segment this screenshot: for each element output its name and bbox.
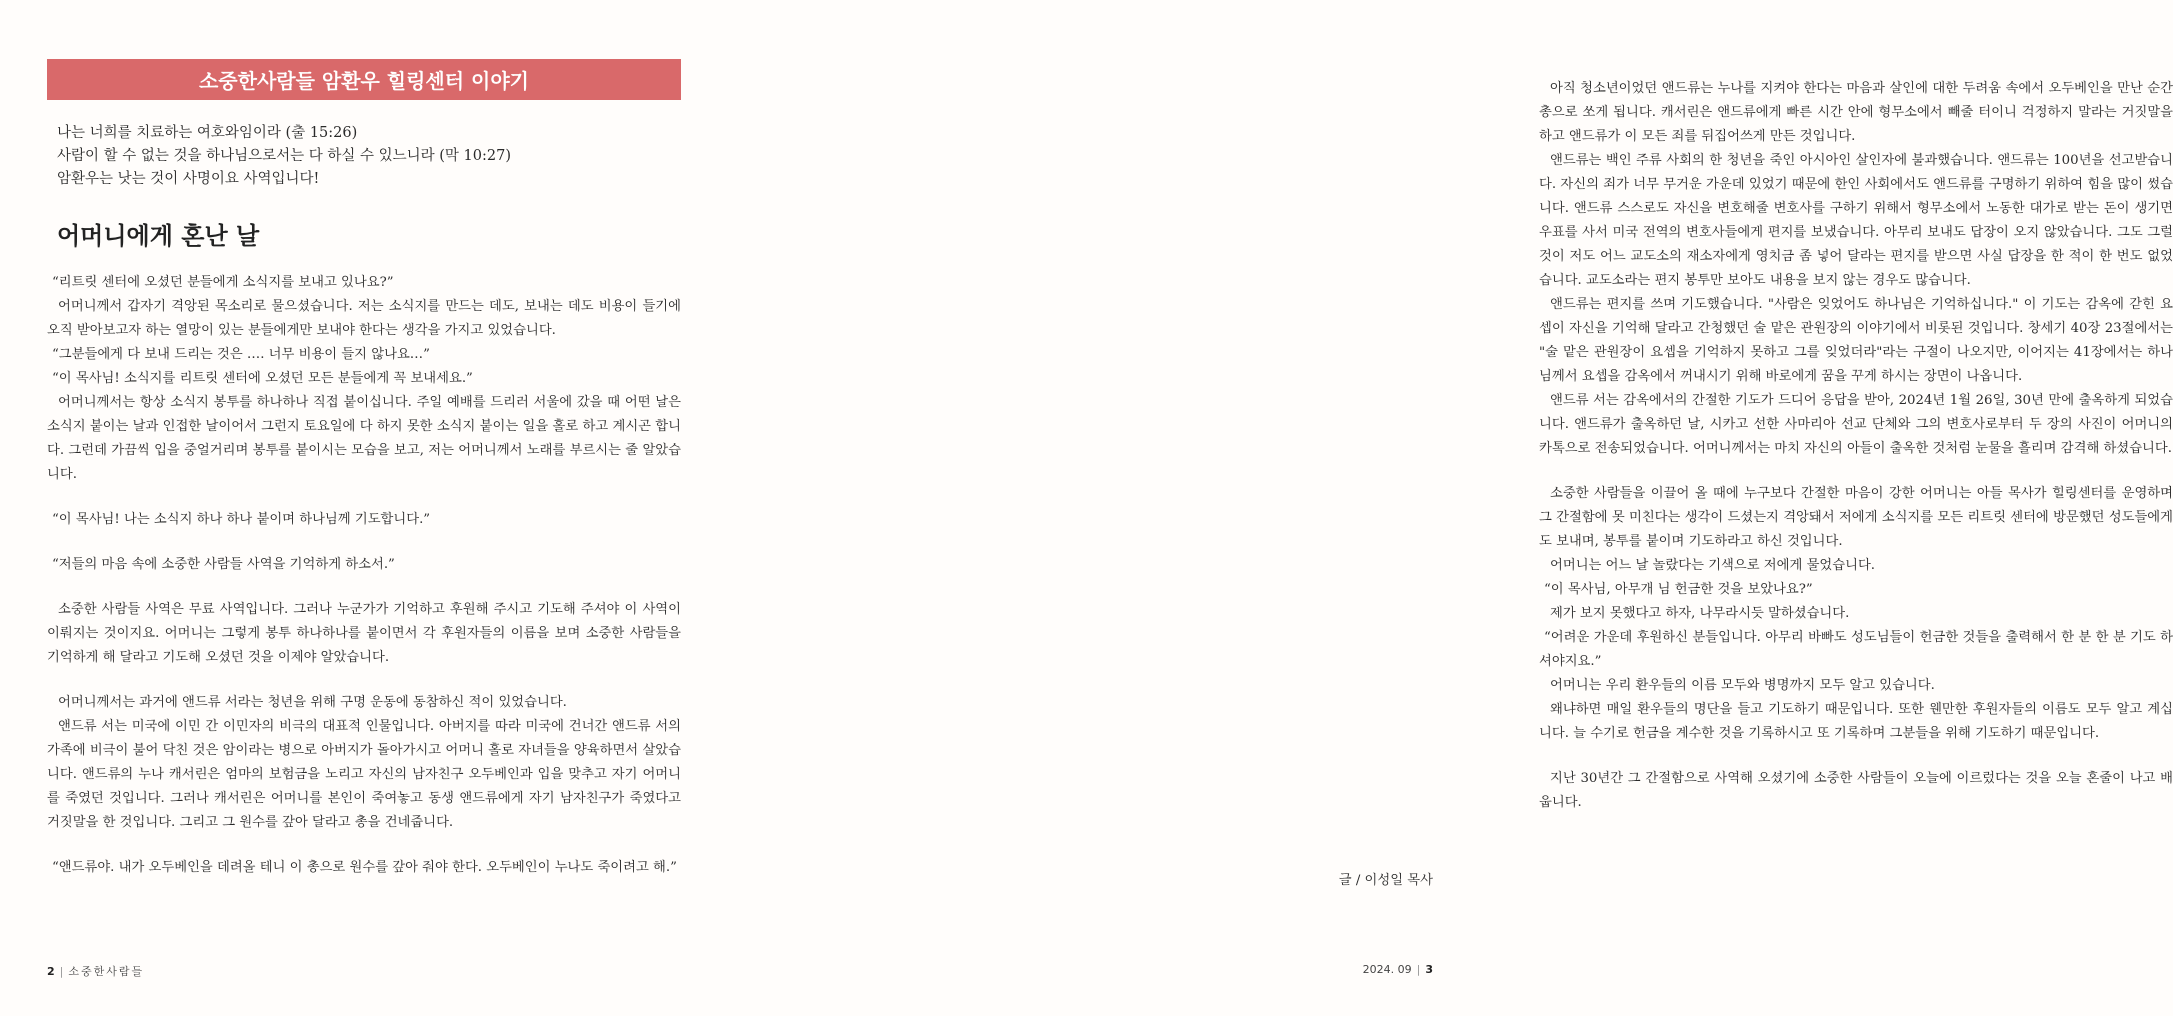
banner-title: 소중한사람들 암환우 힐링센터 이야기 xyxy=(198,69,529,93)
paragraph-gap xyxy=(47,487,681,508)
paragraph: “이 목사님! 소식지를 리트릿 센터에 오셨던 모든 분들에게 꼭 보내세요.” xyxy=(52,371,473,386)
paragraph-gap xyxy=(1539,746,2173,767)
left-page xyxy=(0,0,740,1016)
right-page xyxy=(740,0,2173,1016)
paragraph: “앤드류야. 내가 오두베인을 데려올 테니 이 총으로 원수를 갚아 줘야 한다. 오두베인이 누나도 죽이려고 해.” xyxy=(52,860,677,875)
paragraph: 어머니께서는 항상 소식지 봉투를 하나하나 직접 붙이십니다. 주일 예배를 드리러 서울에 갔을 때 어떤 날은 소식지 붙이는 날과 인접한 날이어서 그런지 토요일에 다 하지 못한 소식지 붙이는 일을 홀로 하고 계시곤 합니다. 그런데 가끔씩 입을 중얼거리며 봉투를 붙이시는 모습을 보고, 저는 어머니께서 노래를 부르시는 줄 알았습니다. xyxy=(47,395,681,482)
paragraph: 어머니께서 갑자기 격앙된 목소리로 물으셨습니다. 저는 소식지를 만드는 데도, 보내는 데도 비용이 들기에 오직 받아보고자 하는 열망이 있는 분들에게만 보내야 한다는 생각을 가지고 있었습니다. xyxy=(47,299,681,338)
paragraph: 앤드류는 백인 주류 사회의 한 청년을 죽인 아시아인 살인자에 불과했습니다. 앤드류는 100년을 선고받습니다. 자신의 죄가 너무 무거운 가운데 있었기 때문에 한인 사회에서도 앤드류를 구명하기 위하여 힘을 많이 썼습니다. 앤드류 스스로도 자신을 변호해줄 변호사를 구하기 위해서 형무소에서 노동한 대가로 받는 돈이 생기면 우표를 사서 미국 전역의 변호사들에게 편지를 보냈습니다. 아무리 보내도 답장이 오지 않았습니다. 그도 그럴 것이 저도 어느 교도소의 재소자에게 영치금 좀 넣어 달라는 편지를 받으면 사실 답장을 한 적이 한 번도 없었습니다. 교도소라는 편지 봉투만 보아도 내용을 보지 않는 경우도 많습니다. xyxy=(1539,153,2173,288)
paragraph: 지난 30년간 그 간절함으로 사역해 오셨기에 소중한 사람들이 오늘에 이르렀다는 것을 오늘 혼줄이 나고 배웁니다. xyxy=(1539,771,2173,810)
paragraph: 소중한 사람들 사역은 무료 사역입니다. 그러나 누군가가 기억하고 후원해 주시고 기도해 주셔야 이 사역이 이뤄지는 것이지요. 어머니는 그렇게 봉투 하나하나를 붙이면서 각 후원자들의 이름을 보며 소중한 사람들을 기억하게 해 달라고 기도해 오셨던 것을 이제야 알았습니다. xyxy=(47,602,681,665)
paragraph: “이 목사님! 나는 소식지 하나 하나 붙이며 하나님께 기도합니다.” xyxy=(52,512,431,527)
verse-line: 사람이 할 수 없는 것을 하나님으로서는 다 하실 수 있느니라 (막 10:27) xyxy=(57,148,511,164)
paragraph-gap xyxy=(47,835,681,856)
magazine-name: 소중한사람들 xyxy=(68,965,145,978)
paragraph-gap xyxy=(47,670,681,691)
paragraph: 왜냐하면 매일 환우들의 명단을 들고 기도하기 때문입니다. 또한 웬만한 후원자들의 이름도 모두 알고 계십니다. 늘 수기로 헌금을 계수한 것을 기록하시고 또 기록하며 그분들을 위해 기도하기 때문입니다. xyxy=(1539,702,2173,741)
page-number: 2 xyxy=(47,965,55,978)
paragraph: 소중한 사람들을 이끌어 올 때에 누구보다 간절한 마음이 강한 어머니는 아들 목사가 힐링센터를 운영하며 그 간절함에 못 미친다는 생각이 드셨는지 격앙돼서 저에게 소식지를 모든 리트릿 센터에 방문했던 성도들에게도 보내며, 봉투를 붙이며 기도하라고 하신 것입니다. xyxy=(1539,486,2173,549)
paragraph-gap xyxy=(47,577,681,598)
author-signature: 글 / 이성일 목사 xyxy=(1338,873,1433,888)
paragraph: “어려운 가운데 후원하신 분들입니다. 아무리 바빠도 성도님들이 헌금한 것들을 출력해서 한 분 한 분 기도 하셔야지요.” xyxy=(1539,630,2173,669)
paragraph: 어머니는 어느 날 놀랐다는 기색으로 저에게 물었습니다. xyxy=(1550,558,1876,573)
right-column xyxy=(1539,77,2173,815)
paragraph: “저들의 마음 속에 소중한 사람들 사역을 기억하게 하소서.” xyxy=(52,557,395,572)
page-number: 3 xyxy=(1425,963,1433,976)
paragraph: 어머니께서는 과거에 앤드류 서라는 청년을 위해 구명 운동에 동참하신 적이 있었습니다. xyxy=(58,695,567,710)
footer-separator: | xyxy=(59,965,64,978)
paragraph: 앤드류 서는 감옥에서의 간절한 기도가 드디어 응답을 받아, 2024년 1월 26일, 30년 만에 출옥하게 되었습니다. 앤드류가 출옥하던 날, 시카고 선한 사마리아 선교 단체와 그의 변호사로부터 두 장의 사진이 어머니의 카톡으로 전송되었습니다. 어머니께서는 마치 자신의 아들이 출옥한 것처럼 눈물을 흘리며 감격해 하셨습니다. xyxy=(1539,393,2173,456)
paragraph: “리트릿 센터에 오셨던 분들에게 소식지를 보내고 있나요?” xyxy=(52,275,394,290)
paragraph: 어머니는 우리 환우들의 이름 모두와 병명까지 모두 알고 있습니다. xyxy=(1550,678,1935,693)
paragraph: “이 목사님, 아무개 님 헌금한 것을 보았나요?” xyxy=(1544,582,1813,597)
article-heading: 어머니에게 혼난 날 xyxy=(57,222,260,250)
paragraph: 앤드류는 편지를 쓰며 기도했습니다. "사람은 잊었어도 하나님은 기억하십니다." 이 기도는 감옥에 갇힌 요셉이 자신을 기억해 달라고 간청했던 술 맡은 관원장의 이야기에서 비롯된 것입니다. 창세기 40장 23절에서는 "술 맡은 관원장이 요셉을 기억하지 못하고 그를 잊었더라"라는 구절이 나오지만, 이어지는 41장에서는 하나님께서 요셉을 감옥에서 꺼내시기 위해 바로에게 꿈을 꾸게 하시는 장면이 나옵니다. xyxy=(1539,297,2173,384)
paragraph-gap xyxy=(47,532,681,553)
verse-line: 암환우는 낫는 것이 사명이요 사역입니다! xyxy=(57,171,320,187)
footer-left xyxy=(47,963,144,979)
paragraph: 앤드류 서는 미국에 이민 간 이민자의 비극의 대표적 인물입니다. 아버지를 따라 미국에 건너간 앤드류 서의 가족에 비극이 불어 닥친 것은 암이라는 병으로 아버지가 돌아가시고 어머니 홀로 자녀들을 양육하면서 살았습니다. 앤드류의 누나 캐서린은 엄마의 보험금을 노리고 자신의 남자친구 오두베인과 입을 맞추고 자기 어머니를 죽였던 것입니다. 그러나 캐서린은 어머니를 본인이 죽여놓고 동생 앤드류에게 자기 남자친구가 죽였다고 거짓말을 한 것입니다. 그리고 그 원수를 갚아 달라고 총을 건네줍니다. xyxy=(47,719,681,830)
left-column xyxy=(47,271,681,880)
verse-line: 나는 너희를 치료하는 여호와임이라 (출 15:26) xyxy=(57,125,358,141)
issue-date: 2024. 09 xyxy=(1362,963,1412,976)
section-banner xyxy=(47,59,681,100)
paragraph: 제가 보지 못했다고 하자, 나무라시듯 말하셨습니다. xyxy=(1550,606,1850,621)
footer-separator: | xyxy=(1416,963,1421,976)
verse-list xyxy=(57,122,677,191)
paragraph: “그분들에게 다 보내 드리는 것은 …. 너무 비용이 들지 않나요…” xyxy=(52,347,430,362)
footer-right xyxy=(1363,963,1433,976)
paragraph-gap xyxy=(1539,461,2173,482)
paragraph: 아직 청소년이었던 앤드류는 누나를 지켜야 한다는 마음과 살인에 대한 두려움 속에서 오두베인을 만난 순간 총으로 쏘게 됩니다. 캐서린은 앤드류에게 빠른 시간 안에 형무소에서 빼줄 터이니 걱정하지 말라는 거짓말을 하고 앤드류가 이 모든 죄를 뒤집어쓰게 만든 것입니다. xyxy=(1539,81,2173,144)
